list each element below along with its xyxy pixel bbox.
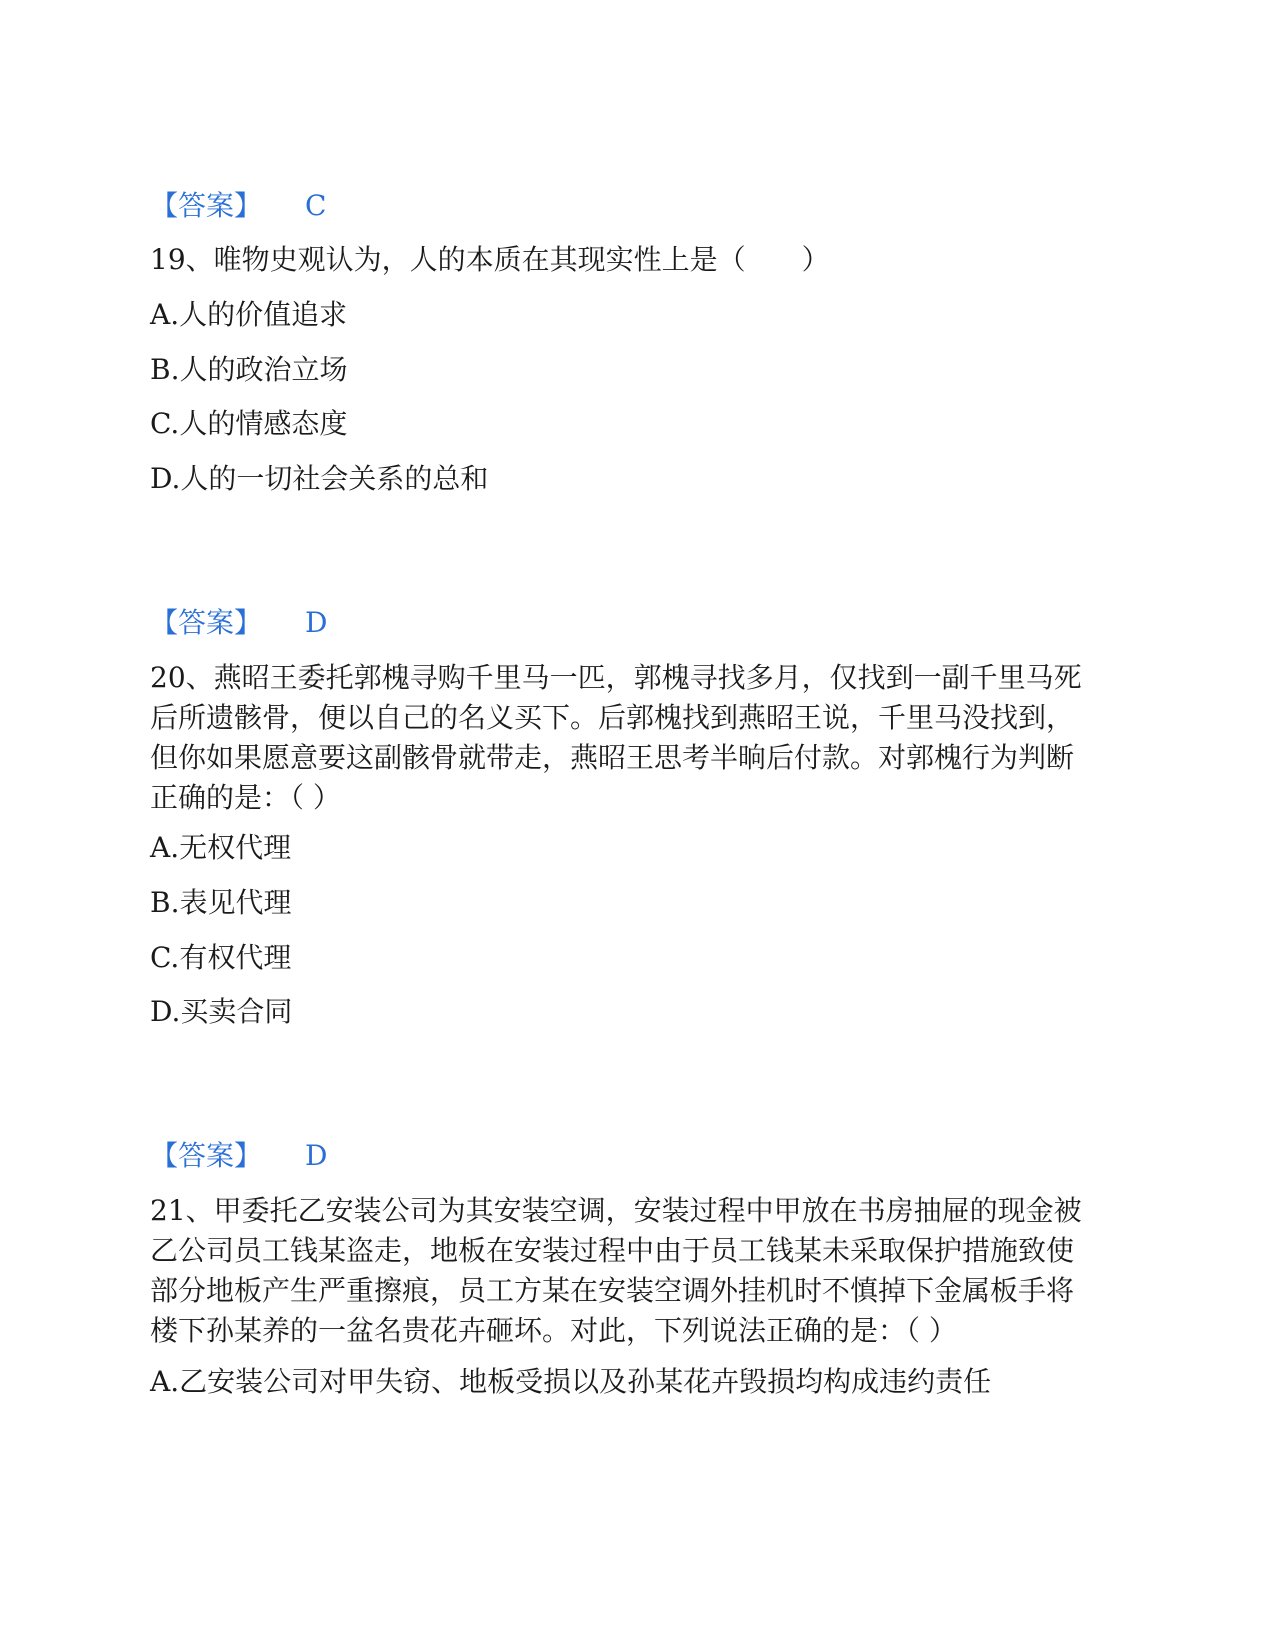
option-19-a: A.人的价值追求 bbox=[150, 298, 348, 331]
option-20-b: B.表见代理 bbox=[150, 886, 292, 919]
answer-label: 【答案】 bbox=[150, 1139, 263, 1172]
question-20 bbox=[150, 658, 1130, 818]
answer-value: C bbox=[305, 189, 327, 222]
answer-label: 【答案】 bbox=[150, 189, 263, 222]
question-21 bbox=[150, 1191, 1130, 1351]
answer-value: D bbox=[305, 1139, 328, 1172]
question-20-line: 但你如果愿意要这副骸骨就带走，燕昭王思考半晌后付款。对郭槐行为判断 bbox=[150, 741, 1075, 774]
answer-label: 【答案】 bbox=[150, 606, 263, 639]
question-21-line: 部分地板产生严重擦痕，员工方某在安装空调外挂机时不慎掉下金属板手将 bbox=[150, 1274, 1075, 1307]
option-20-d: D.买卖合同 bbox=[150, 995, 293, 1028]
option-20-a: A.无权代理 bbox=[150, 831, 292, 864]
answer-value: D bbox=[305, 606, 328, 639]
option-20-c: C.有权代理 bbox=[150, 941, 292, 974]
option-21-a: A.乙安装公司对甲失窃、地板受损以及孙某花卉毁损均构成违约责任 bbox=[150, 1365, 992, 1398]
question-21-line: 21、甲委托乙安装公司为其安装空调，安装过程中甲放在书房抽屉的现金被 bbox=[150, 1194, 1082, 1227]
answer-row bbox=[150, 603, 328, 643]
question-20-line: 20、燕昭王委托郭槐寻购千里马一匹，郭槐寻找多月，仅找到一副千里马死 bbox=[150, 661, 1082, 694]
answer-row bbox=[150, 1136, 328, 1176]
answer-row bbox=[150, 186, 327, 226]
question-20-line: 后所遗骸骨，便以自己的名义买下。后郭槐找到燕昭王说，千里马没找到， bbox=[150, 701, 1075, 734]
option-19-c: C.人的情感态度 bbox=[150, 407, 348, 440]
question-21-line: 乙公司员工钱某盗走，地板在安装过程中由于员工钱某未采取保护措施致使 bbox=[150, 1234, 1075, 1267]
question-20-line: 正确的是：（ ） bbox=[150, 781, 341, 814]
question-19: 19、唯物史观认为，人的本质在其现实性上是（ ） bbox=[150, 243, 830, 276]
question-21-line: 楼下孙某养的一盆名贵花卉砸坏。对此，下列说法正确的是：（ ） bbox=[150, 1314, 957, 1347]
option-19-b: B.人的政治立场 bbox=[150, 353, 348, 386]
option-19-d: D.人的一切社会关系的总和 bbox=[150, 462, 489, 495]
